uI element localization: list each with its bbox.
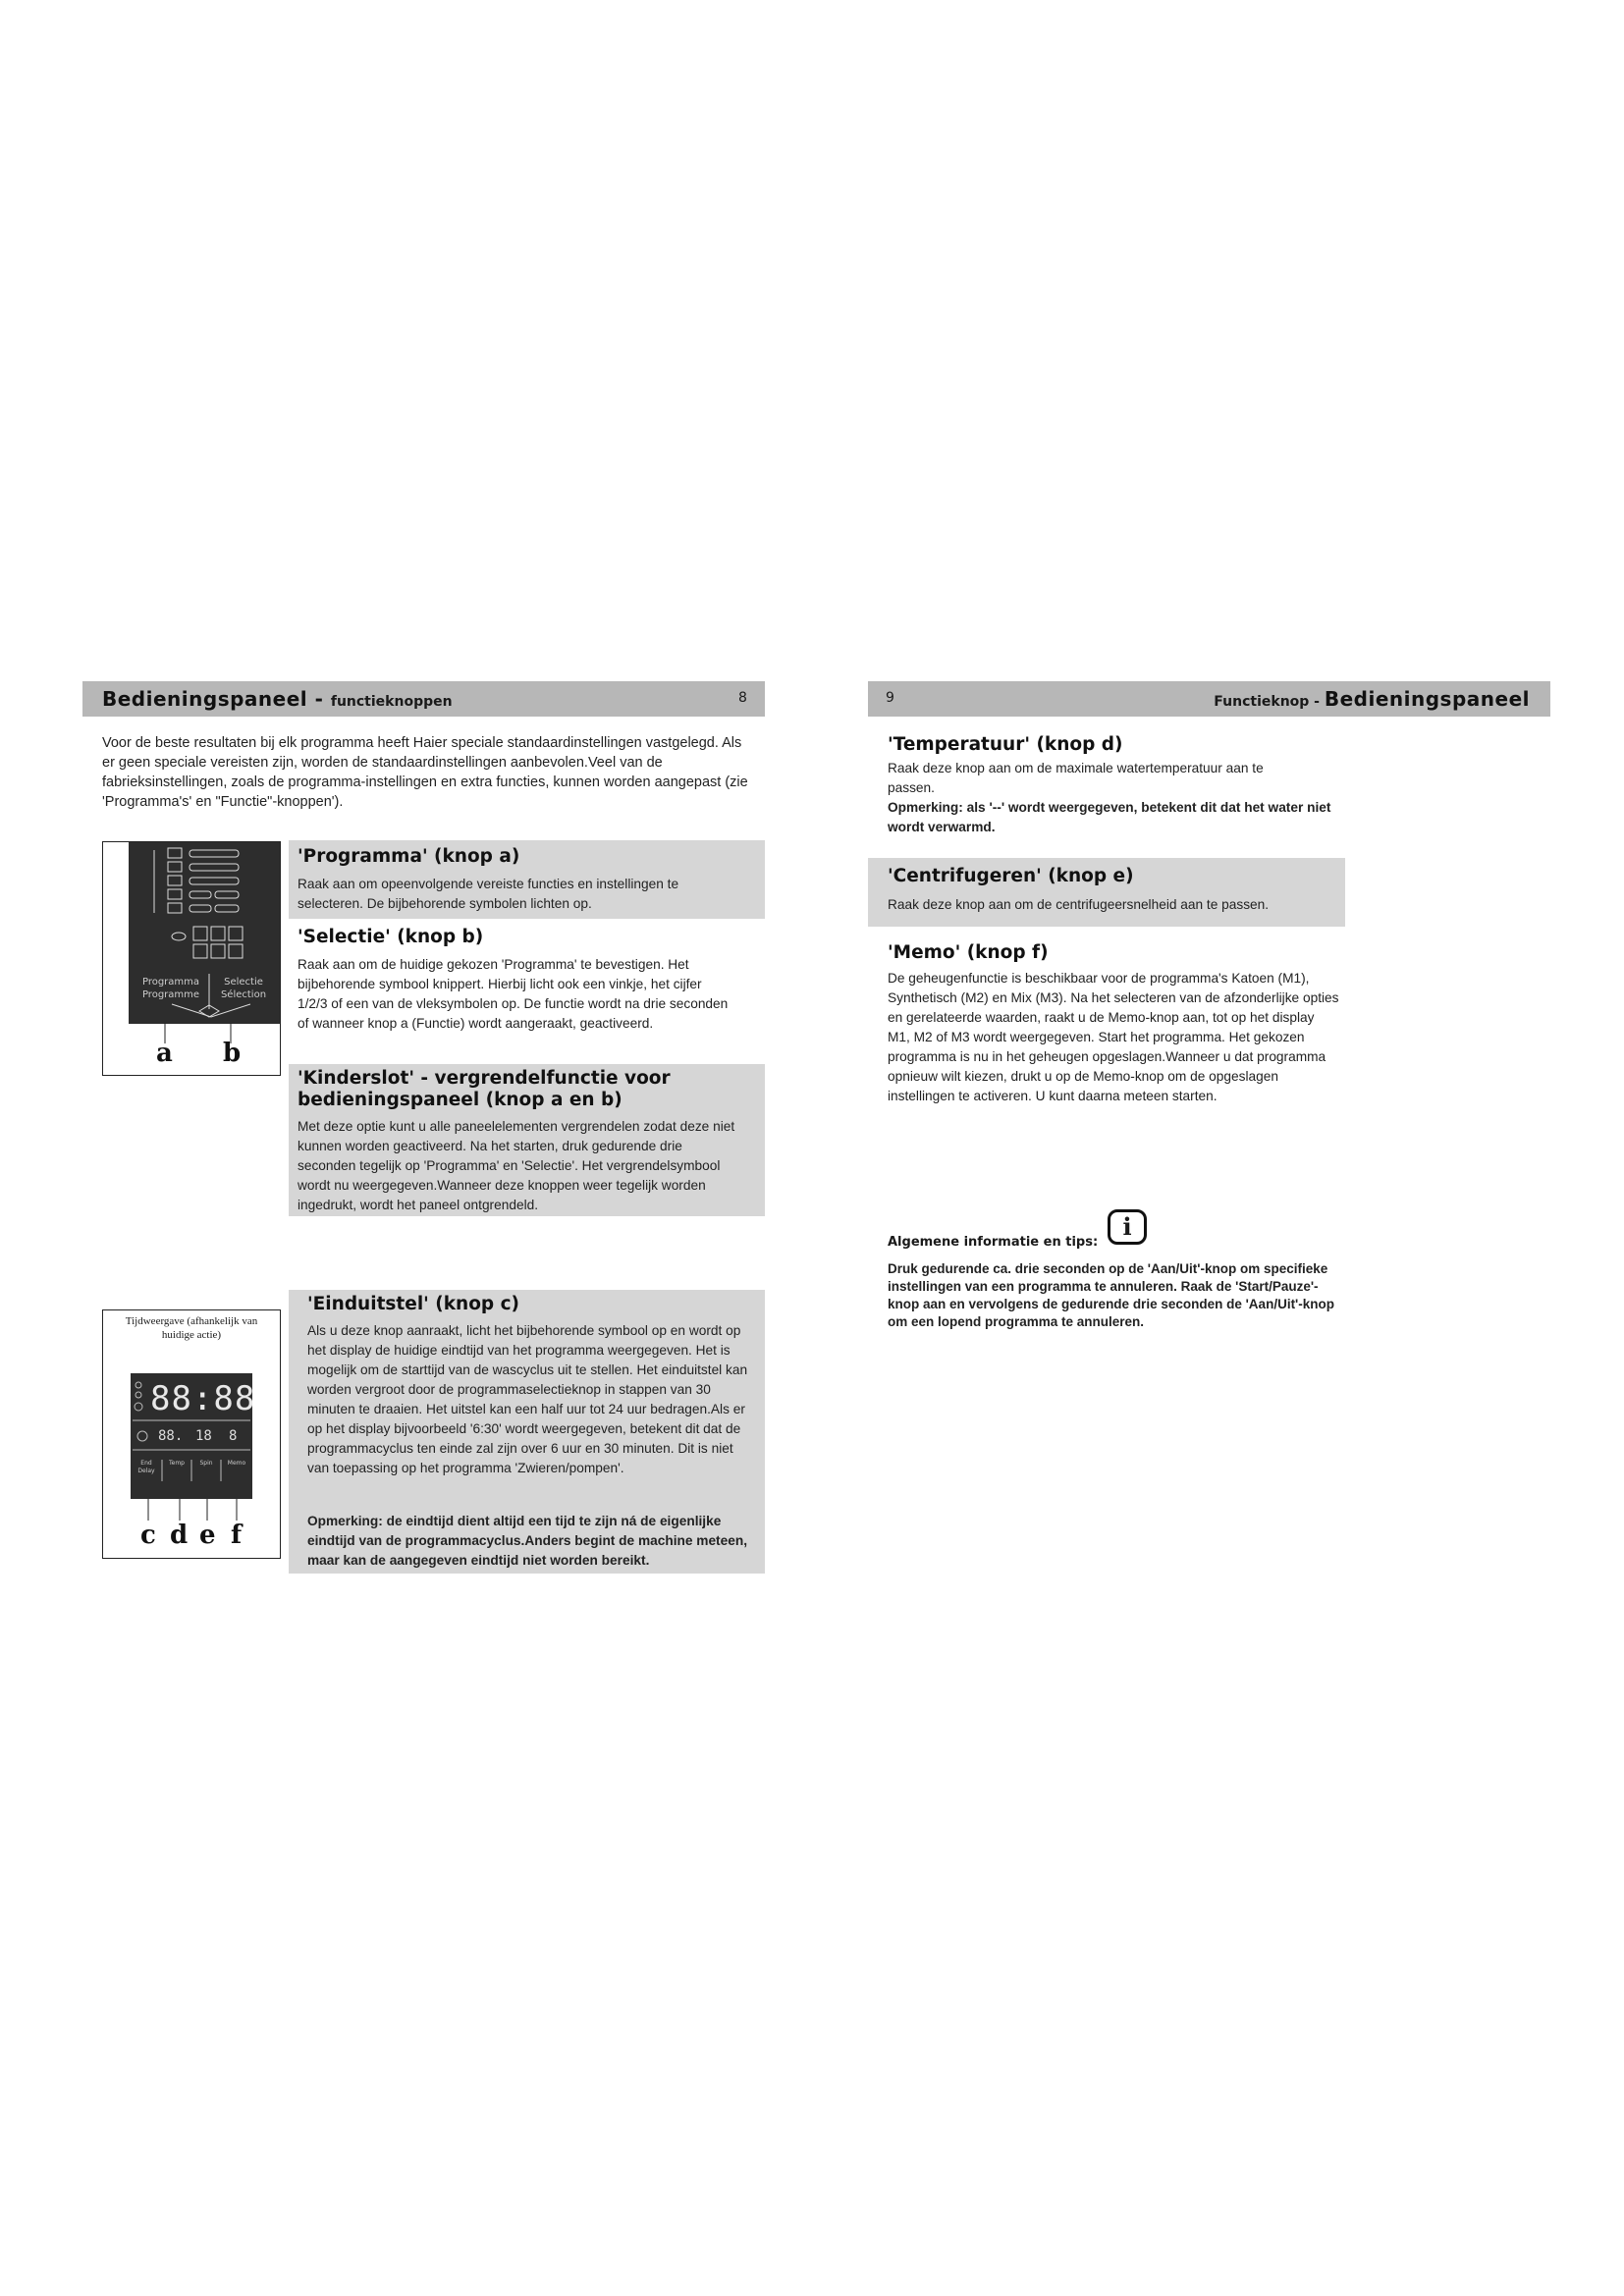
- label-f: f: [231, 1521, 243, 1550]
- header-subtitle-right: Functieknop -: [1214, 694, 1325, 710]
- display-time: 88:88: [150, 1379, 256, 1418]
- memo-section: [888, 942, 1349, 1106]
- centrifugeren-title: 'Centrifugeren' (knop e): [888, 866, 1134, 886]
- temperatuur-section: [888, 734, 1349, 837]
- info-icon: [1108, 1209, 1147, 1245]
- selectie-button[interactable]: [211, 976, 276, 1001]
- label-e: e: [199, 1521, 216, 1550]
- selectie-title: 'Selectie' (knop b): [298, 927, 484, 947]
- memo-button[interactable]: Memo: [227, 1460, 246, 1467]
- programma-button-label: Programma: [141, 977, 200, 988]
- header-subtitle: functieknoppen: [330, 694, 453, 710]
- selectie-section: [289, 927, 765, 1034]
- label-a: a: [156, 1039, 173, 1068]
- page-number-right: 9: [886, 690, 894, 706]
- selectie-text: Raak aan om de huidige gekozen 'Programma' te bevestigen. Het bijbehorende symbool knippert. Hierbij licht ook een vinkje, het cijfer 1/2/3 of een van de vleksymbolen op. De functie wordt na drie seconden of wanneer knop a (Functie) wordt aangeraakt, geactiveerd.: [298, 957, 729, 1031]
- einduitstel-section: [289, 1290, 765, 1574]
- left-header-title: [102, 687, 453, 711]
- centrifugeren-text: Raak deze knop aan om de centrifugeersnelheid aan te passen.: [888, 897, 1270, 912]
- header-title-right: Bedieningspaneel: [1324, 687, 1530, 711]
- end-delay-button[interactable]: End Delay: [137, 1460, 155, 1474]
- label-d: d: [170, 1521, 189, 1550]
- page-number: 8: [738, 690, 747, 706]
- programma-title: 'Programma' (knop a): [298, 846, 520, 867]
- label-b: b: [223, 1039, 242, 1068]
- label-c: c: [140, 1521, 156, 1550]
- programma-section: [289, 840, 765, 919]
- kinderslot-section: [289, 1064, 765, 1216]
- selectie-button-label: Selectie: [224, 977, 263, 988]
- right-header-title: [1212, 687, 1530, 711]
- kinderslot-text: Met deze optie kunt u alle paneelelementen vergrendelen zodat deze niet kunnen worden geactiveerd. Na het starten, druk gedurende drie seconden tegelijk op 'Programma' en 'Selectie'. Het vergrendelsymbool wordt nu weergegeven.Wanneer deze knoppen weer tegelijk worden ingedrukt, wordt het paneel ontgrendeld.: [298, 1119, 735, 1212]
- einduitstel-text: Als u deze knop aanraakt, licht het bijbehorende symbool op en wordt op het display de huidige eindtijd van het programma weergegeven. Het is mogelijk om de starttijd van de wascyclus uit te stellen. Het einduitstel kan worden vergroot door de programmaselectieknop in stappen van 30 minuten te draaien. Het uitstel kan een half uur tot 24 uur bedragen.Als er op het display bijvoorbeeld '6:30' wordt weergegeven, betekent dit dat de programmacyclus ten einde zal zijn over 6 uur en 30 minuten. Dit is niet van toepassing op het programma 'Zwieren/pompen'.: [307, 1323, 748, 1475]
- programma-button-label-fr: Programme: [141, 989, 200, 1000]
- einduitstel-title: 'Einduitstel' (knop c): [307, 1294, 520, 1314]
- intro-paragraph: Voor de beste resultaten bij elk programma heeft Haier speciale standaardinstellingen vastgelegd. Als er geen speciale vereisten zijn, worden de standaardinstellingen aanbevolen.Veel van de fabrieksinstellingen, zoals de programma-instellingen en extra functies, kunnen worden aangepast (zie 'Programma's' en "Functie"-knoppen').: [102, 735, 748, 810]
- control-panel-illustration: [103, 842, 280, 1075]
- einduitstel-note: Opmerking: de eindtijd dient altijd een tijd te zijn ná de eigenlijke eindtijd van de programmacyclus.Anders begint de machine meteen, maar kan de aangegeven eindtijd niet worden bereikt.: [307, 1514, 748, 1568]
- display-memo: 8: [229, 1428, 238, 1444]
- temperatuur-note: Opmerking: als '--' wordt weergegeven, betekent dit dat het water niet wordt verwarmd.: [888, 800, 1331, 834]
- temp-button[interactable]: Temp: [169, 1460, 185, 1467]
- centrifugeren-section: [868, 858, 1345, 927]
- temperatuur-title: 'Temperatuur' (knop d): [888, 734, 1123, 755]
- tips-text: Druk gedurende ca. drie seconden op de 'Aan/Uit'-knop om specifieke instellingen van een programma te annuleren. Raak de 'Start/Pauze'-knop aan en vervolgens de gedurende drie seconden de 'Aan/Uit'-knop om een lopend programma te annuleren.: [888, 1261, 1335, 1329]
- selectie-button-label-fr: Sélection: [220, 989, 267, 1000]
- tips-label: Algemene informatie en tips:: [888, 1235, 1099, 1250]
- spin-button[interactable]: Spin: [199, 1460, 213, 1467]
- display-panel-figure-cdef: [102, 1309, 281, 1559]
- control-panel-figure-ab: [102, 841, 281, 1076]
- programma-text: Raak aan om opeenvolgende vereiste functies en instellingen te selecteren. De bijbehorende symbolen lichten op.: [298, 877, 679, 911]
- memo-title: 'Memo' (knop f): [888, 942, 1049, 963]
- header-title: Bedieningspaneel -: [102, 687, 331, 711]
- programma-button[interactable]: [138, 976, 203, 1001]
- memo-text: De geheugenfunctie is beschikbaar voor de programma's Katoen (M1), Synthetisch (M2) en Mix (M3). Na het selecteren van de afzonderlijke opties en gerelateerde waarden, raakt u de Memo-knop aan, tot op het display M1, M2 of M3 wordt weergegeven. Start het programma. Het gekozen programma is nu in het geheugen opgeslagen.Wanneer u dat programma opnieuw wilt kiezen, drukt u op de Memo-knop om de opgeslagen instellingen te activeren. U kunt daarna meteen starten.: [888, 971, 1339, 1103]
- temperatuur-text: Raak deze knop aan om de maximale watertemperatuur aan te passen.: [888, 761, 1264, 795]
- display-spin: 18: [195, 1428, 212, 1444]
- display-caption: Tijdweergave (afhankelijk van huidige actie): [125, 1315, 258, 1341]
- kinderslot-title: 'Kinderslot' - vergrendelfunctie voor bedieningspaneel (knop a en b): [298, 1068, 671, 1110]
- info-icon-letter: i: [1122, 1212, 1132, 1241]
- display-temp: 88.: [158, 1428, 184, 1444]
